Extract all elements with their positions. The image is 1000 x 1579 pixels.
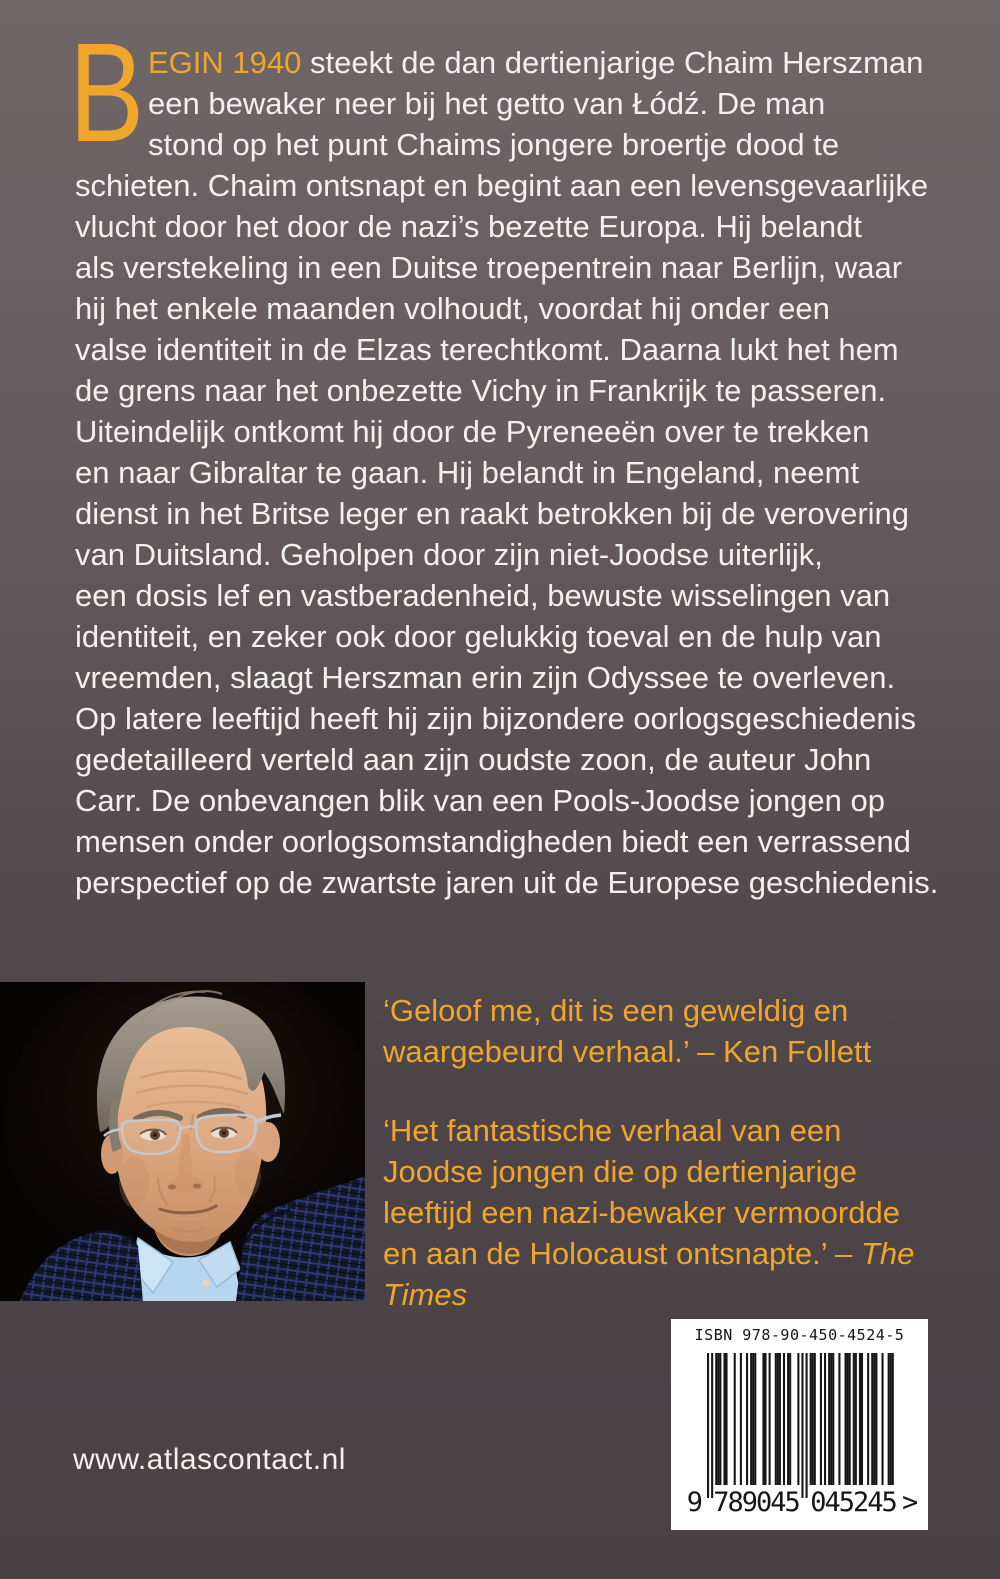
isbn-label: ISBN 978-90-450-4524-5 bbox=[694, 1326, 905, 1344]
blurb-line: de grens naar het onbezette Vichy in Frankrijk te passeren. bbox=[75, 373, 887, 408]
blurb-lead: EGIN 1940 bbox=[148, 45, 302, 80]
blurb-line: Carr. De onbevangen blik van een Pools-Joodse jongen op bbox=[75, 783, 885, 818]
quote-line: ‘Het fantastische verhaal van een bbox=[383, 1113, 842, 1148]
author-portrait-illustration bbox=[0, 982, 365, 1301]
quote-line: waargebeurd verhaal.’ – Ken Follett bbox=[383, 1034, 872, 1069]
quote-the-times bbox=[383, 1110, 914, 1315]
quote-line: en aan de Holocaust ontsnapte.’ – The bbox=[383, 1236, 915, 1271]
blurb-text bbox=[75, 42, 939, 903]
blurb-line: Op latere leeftijd heeft hij zijn bijzondere oorlogsgeschiedenis bbox=[75, 701, 916, 736]
blurb-line: mensen onder oorlogsomstandigheden biedt een verrassend bbox=[75, 824, 911, 859]
barcode-quiet-zone-arrow: > bbox=[902, 1487, 919, 1518]
blurb-line: EGIN 1940 steekt de dan dertienjarige Chaim Herszman bbox=[148, 45, 924, 80]
blurb-line: valse identiteit in de Elzas terechtkomt. Daarna lukt het hem bbox=[75, 332, 899, 367]
author-photo bbox=[0, 982, 365, 1301]
blurb-line: als verstekeling in een Duitse troepentrein naar Berlijn, waar bbox=[75, 250, 903, 285]
publisher-website: www.atlascontact.nl bbox=[73, 1443, 346, 1476]
ean13-bars bbox=[707, 1353, 902, 1498]
quote-line: ‘Geloof me, dit is een geweldig en bbox=[383, 993, 849, 1028]
blurb-line: Uiteindelijk ontkomt hij door de Pyreneeën over te trekken bbox=[75, 414, 870, 449]
blurb-line: dienst in het Britse leger en raakt betrokken bij de verovering bbox=[75, 496, 910, 531]
blurb-line: gedetailleerd verteld aan zijn oudste zoon, de auteur John bbox=[75, 742, 872, 777]
blurb-line: identiteit, en zeker ook door gelukkig toeval en de hulp van bbox=[75, 619, 882, 654]
isbn-barcode bbox=[671, 1319, 928, 1530]
dropcap-letter: B bbox=[69, 13, 145, 171]
barcode-digit-group2: 045245 bbox=[810, 1487, 896, 1518]
quote-line: leeftijd een nazi-bewaker vermoordde bbox=[383, 1195, 900, 1230]
blurb-line: perspectief op de zwartste jaren uit de Europese geschiedenis. bbox=[75, 865, 939, 900]
barcode-digit-first: 9 bbox=[686, 1487, 701, 1518]
blurb-line: een bewaker neer bij het getto van Łódź. De man bbox=[148, 86, 826, 121]
quote-ken-follett bbox=[383, 990, 871, 1072]
blurb-line: vreemden, slaagt Herszman erin zijn Odyssee te overleven. bbox=[75, 660, 896, 695]
barcode-digit-group1: 789045 bbox=[713, 1487, 799, 1518]
blurb-line: een dosis lef en vastberadenheid, bewuste wisselingen van bbox=[75, 578, 891, 613]
blurb-line: hij het enkele maanden volhoudt, voordat hij onder een bbox=[75, 291, 830, 326]
quote-line: Joodse jongen die op dertienjarige bbox=[383, 1154, 857, 1189]
blurb-line: en naar Gibraltar te gaan. Hij belandt in Engeland, neemt bbox=[75, 455, 860, 490]
blurb-line: schieten. Chaim ontsnapt en begint aan een levensgevaarlijke bbox=[75, 168, 929, 203]
blurb-line: van Duitsland. Geholpen door zijn niet-Joodse uiterlijk, bbox=[75, 537, 823, 572]
quote-line: Times bbox=[383, 1277, 468, 1312]
blurb-line: stond op het punt Chaims jongere broertje dood te bbox=[148, 127, 840, 162]
blurb-line: vlucht door het door de nazi’s bezette Europa. Hij belandt bbox=[75, 209, 862, 244]
